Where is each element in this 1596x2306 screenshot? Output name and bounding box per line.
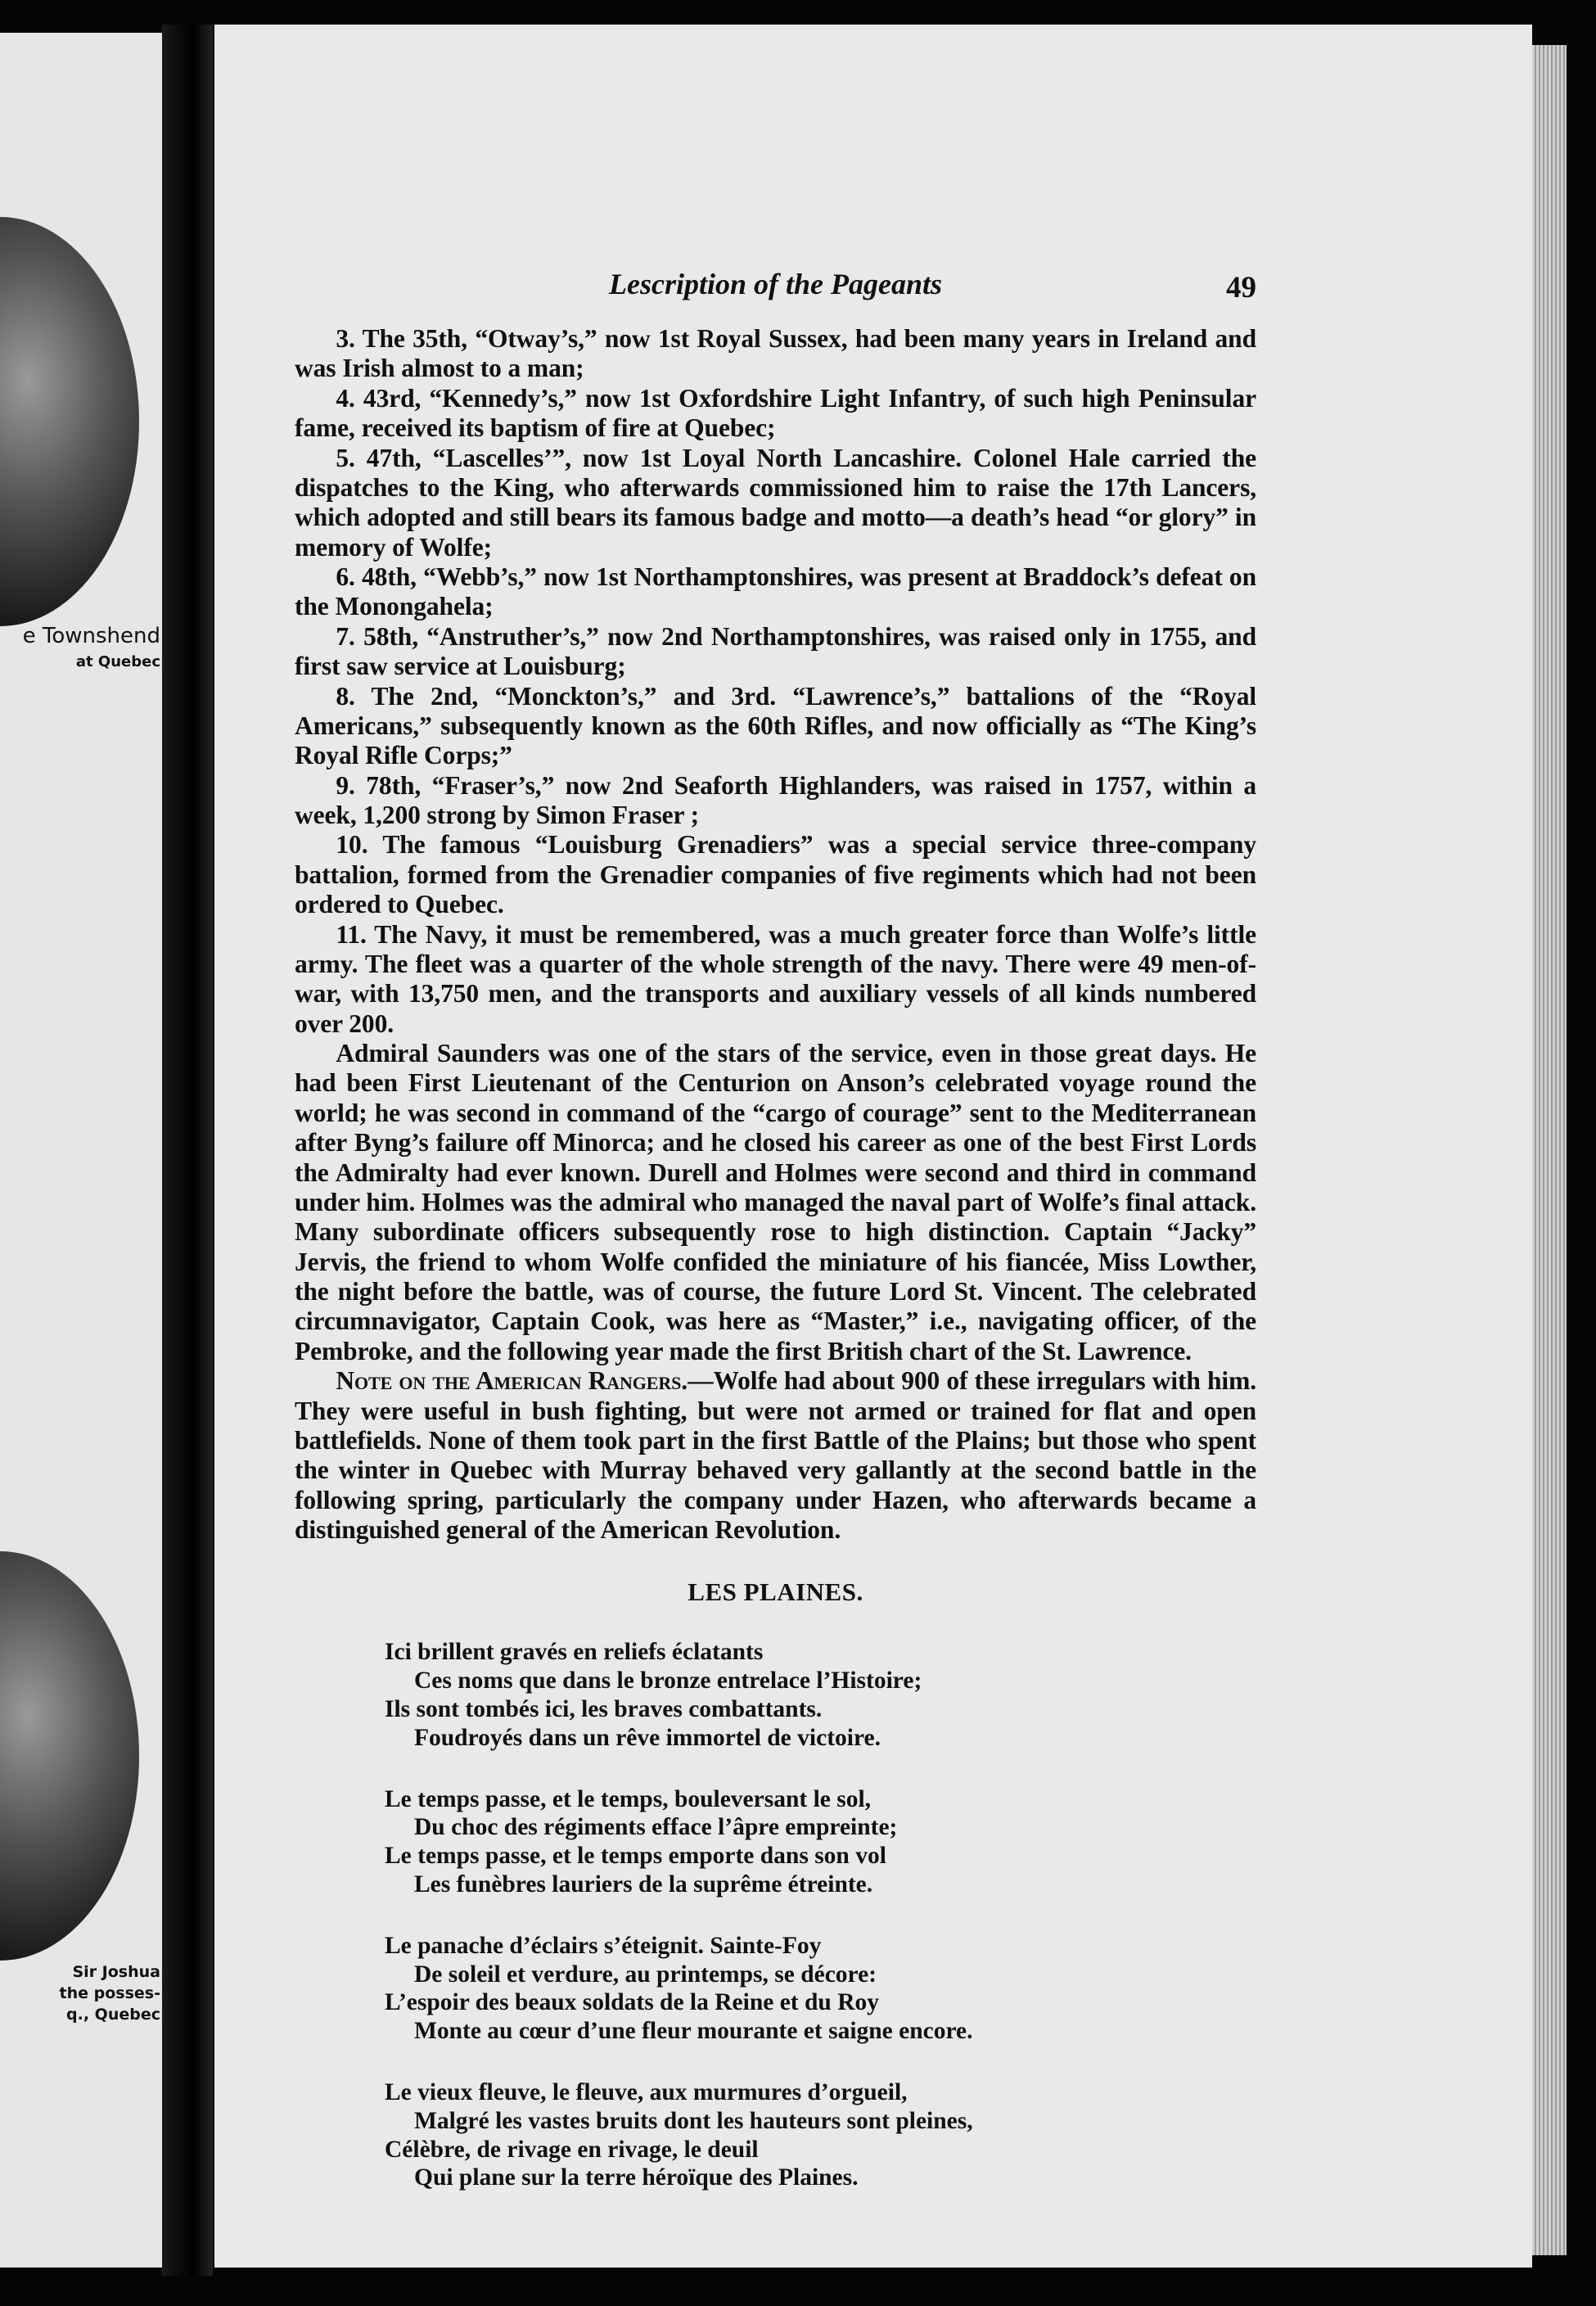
caption-bottom-line-1: Sir Joshua — [72, 1963, 160, 1981]
paragraph-10: 10. The famous “Louisburg Grenadiers” was a special service three-company battalion, formed from the Grenadier companies of five regiments which had not been ordered to Quebec. — [295, 830, 1256, 919]
caption-top-line-2: at Quebec — [75, 653, 160, 670]
book-spine — [162, 25, 213, 2276]
caption-top-line-1: e Townshend — [22, 624, 160, 648]
paragraph-5: 5. 47th, “Lascelles’”, now 1st Loyal North Lancashire. Colonel Hale carried the dispatches to the King, who afterwards commissioned him to raise the 17th Lancers, which adopted and still bears its famous badge and motto—a death’s head “or glory” in memory of Wolfe; — [295, 443, 1256, 562]
poem-stanza — [385, 1638, 1256, 1752]
header-title: Lescription of the Pageants — [609, 268, 942, 300]
poem-line: Ils sont tombés ici, les braves combattants. — [385, 1695, 823, 1722]
running-header — [295, 267, 1256, 324]
poem-line: Qui plane sur la terre héroïque des Plaines. — [414, 2164, 859, 2191]
poem-line: Ici brillent gravés en reliefs éclatants — [385, 1639, 764, 1666]
poem-line: L’espoir des beaux soldats de la Reine et du Roy — [385, 1989, 880, 2016]
paragraph-11: 11. The Navy, it must be remembered, was a much greater force than Wolfe’s little army. The fleet was a quarter of the whole strength of the navy. There were 49 men-of-war, with 13,750 men, and the transports and auxiliary vessels of all kinds numbered over 200. — [295, 919, 1256, 1038]
note-heading: Note on the American Rangers. — [336, 1366, 688, 1396]
poem-title: LES PLAINES. — [688, 1577, 863, 1607]
page-edge — [1532, 45, 1567, 2255]
poem-stanza — [385, 1785, 1256, 1899]
poem-line: Le vieux fleuve, le fleuve, aux murmures d’orgueil, — [385, 2078, 908, 2105]
paragraph-3: 3. The 35th, “Otway’s,” now 1st Royal Sussex, had been many years in Ireland and was Irish almost to a man; — [295, 324, 1256, 383]
poem-stanza — [385, 1932, 1256, 2046]
poem-line: Le temps passe, et le temps, bouleversant le sol, — [385, 1785, 872, 1812]
paragraph-saunders: Admiral Saunders was one of the stars of the service, even in those great days. He had been First Lieutenant of the Centurion on Anson’s celebrated voyage round the world; he was second in command of the “cargo of courage” sent to the Mediterranean after Byng’s failure off Minorca; and he closed his career as one of the best First Lords the Admiralty had ever known. Durell and Holmes were second and third in command under him. Holmes was the admiral who managed the naval part of Wolfe’s final attack. Many subordinate officers subsequently rose to high distinction. Captain “Jacky” Jervis, the friend to whom Wolfe confided the miniature of his fiancée, Miss Lowther, the night before the battle, was of course, the future Lord St. Vincent. The celebrated circumnavigator, Captain Cook, was here as “Master,” i.e., navigating officer, of the Pembroke, and the following year made the first British chart of the St. Lawrence. — [295, 1039, 1256, 1365]
left-page — [0, 33, 164, 2268]
paragraph-7: 7. 58th, “Anstruther’s,” now 2nd Northamptonshires, was raised only in 1755, and first saw service at Louisburg; — [295, 621, 1256, 681]
poem-line: Du choc des régiments efface l’âpre empreinte; — [414, 1814, 898, 1841]
poem-line: Le temps passe, et le temps emporte dans son vol — [385, 1843, 886, 1870]
paragraph-6: 6. 48th, “Webb’s,” now 1st Northamptonshires, was present at Braddock’s defeat on the Monongahela; — [295, 562, 1256, 621]
poem-line: Les funèbres lauriers de la suprême étreinte. — [414, 1871, 873, 1898]
poem-line: Célèbre, de rivage en rivage, le deuil — [385, 2136, 759, 2163]
poem-line: Ces noms que dans le bronze entrelace l’Histoire; — [414, 1667, 922, 1695]
poem-line: Le panache d’éclairs s’éteignit. Sainte-Foy — [385, 1932, 822, 1959]
poem-line: De soleil et verdure, au printemps, se décore: — [414, 1961, 877, 1988]
portrait-photo-bottom — [0, 1551, 139, 1961]
paragraph-9: 9. 78th, “Fraser’s,” now 2nd Seaforth Highlanders, was raised in 1757, within a week, 1,200 strong by Simon Fraser ; — [295, 770, 1256, 829]
paragraph-8: 8. The 2nd, “Monckton’s,” and 3rd. “Lawrence’s,” battalions of the “Royal Americans,” subsequently known as the 60th Rifles, and now officially as “The King’s Royal Rifle Corps;” — [295, 681, 1256, 770]
caption-bottom-line-3: q., Quebec — [66, 2006, 160, 2024]
poem-line: Malgré les vastes bruits dont les hauteurs sont pleines, — [414, 2107, 973, 2134]
note-text: —Wolfe had about 900 of these irregulars with him. They were useful in bush fighting, but were not armed or trained for flat and open battlefields. None of them took part in the first Battle of the Plains; but those who spent the winter in Quebec with Murray behaved very gallantly at the second battle in the following spring, particularly the company under Hazen, who afterwards became a distinguished general of the American Revolution. — [295, 1366, 1256, 1544]
poem-line: Monte au cœur d’une fleur mourante et saigne encore. — [414, 2018, 973, 2045]
caption-bottom-line-2: the posses- — [59, 1984, 160, 2002]
page-number: 49 — [1226, 271, 1256, 305]
poem — [295, 1638, 1256, 2192]
note-american-rangers — [295, 1366, 1256, 1545]
poem-stanza — [385, 2078, 1256, 2192]
page-text — [295, 267, 1256, 2225]
poem-line: Foudroyés dans un rêve immortel de victoire. — [414, 1724, 881, 1751]
paragraph-4: 4. 43rd, “Kennedy’s,” now 1st Oxfordshire Light Infantry, of such high Peninsular fame, received its baptism of fire at Quebec; — [295, 383, 1256, 443]
portrait-photo-top — [0, 217, 139, 626]
